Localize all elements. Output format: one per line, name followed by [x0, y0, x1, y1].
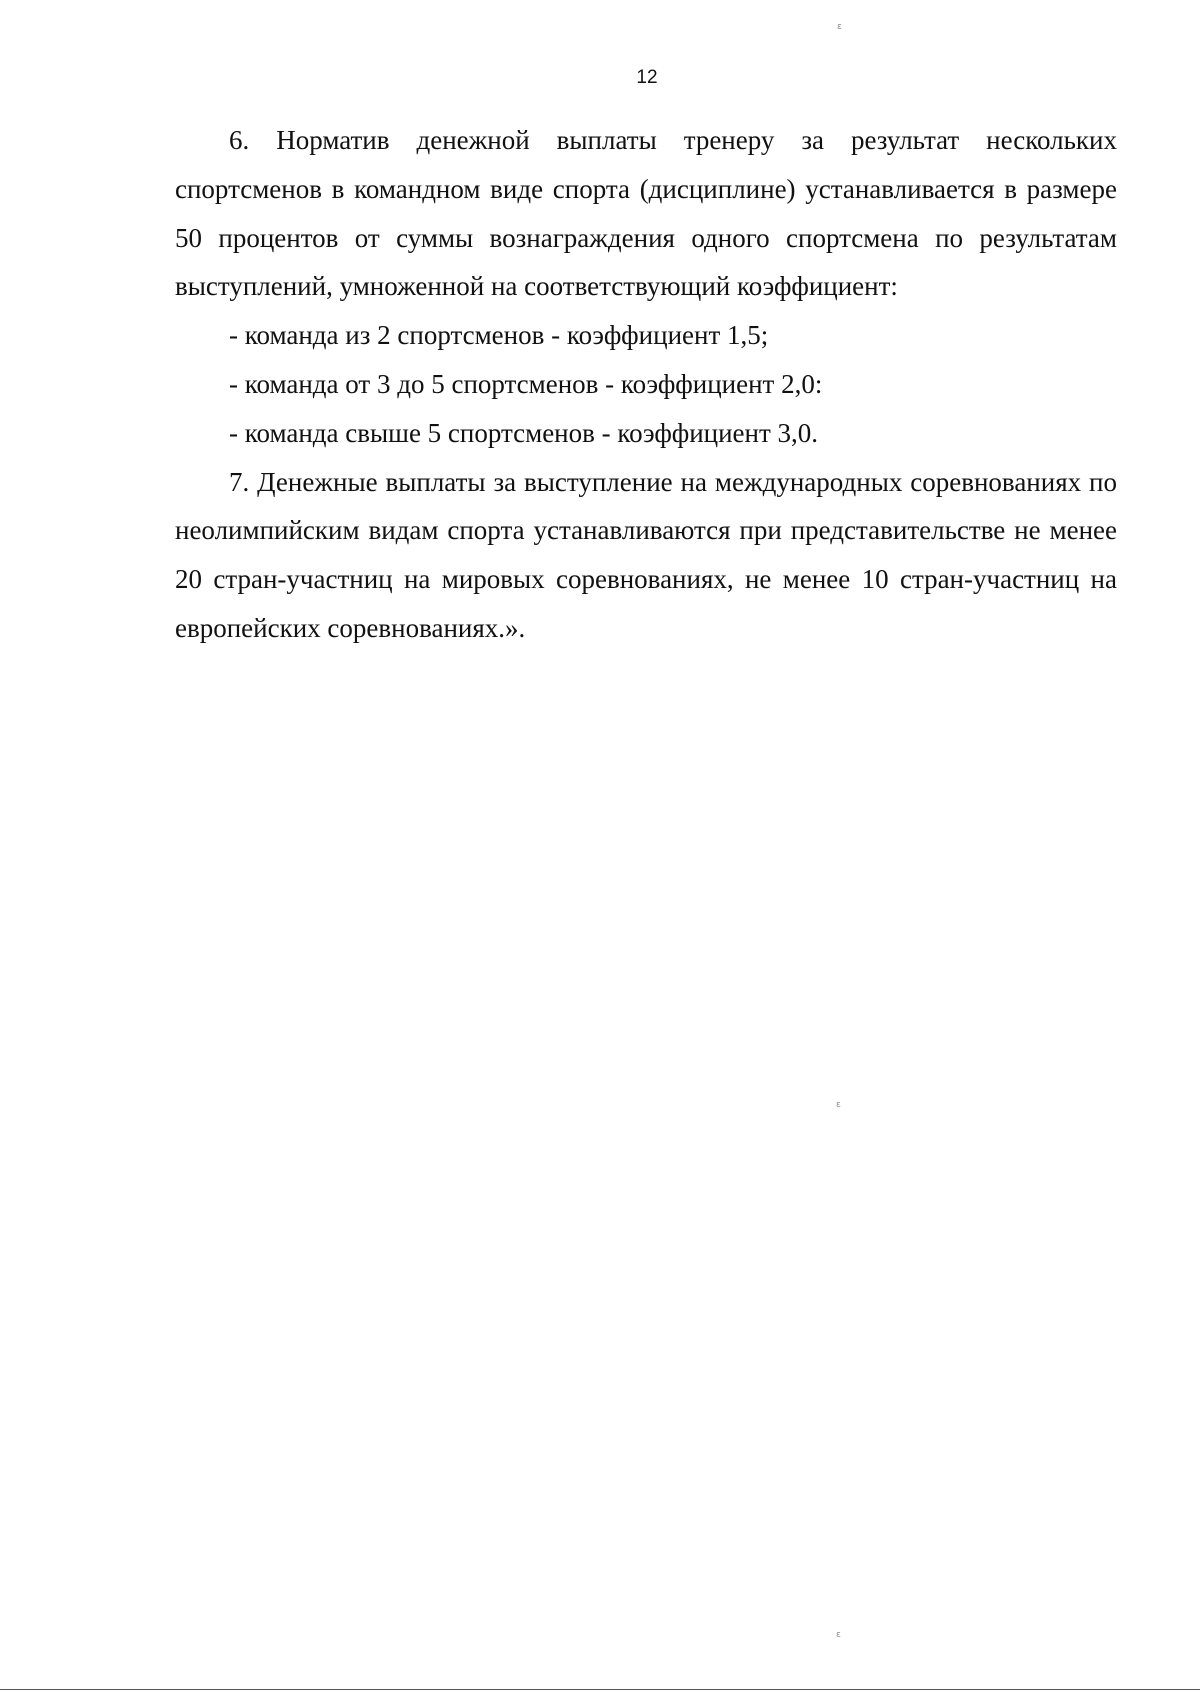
- scan-speck: ε: [836, 1630, 841, 1640]
- bottom-rule: [0, 1689, 1200, 1690]
- list-item-team-of-2: - команда из 2 спортсменов - коэффициент 1,5;: [229, 320, 769, 351]
- list-item-team-3-to-5: - команда от 3 до 5 спортсменов - коэффициент 2,0:: [229, 368, 823, 399]
- paragraph-6: 6. Норматив денежной выплаты тренеру за результат нескольких спортсменов в командном виде спорта (дисциплине) устанавливается в размере 50 процентов от суммы вознаграждения одного спортсмена по результатам выступлений, умноженной на соответствующий коэффициент:: [175, 125, 1117, 302]
- page-number: 12: [636, 67, 658, 88]
- list-item-team-over-5: - команда свыше 5 спортсменов - коэффициент 3,0.: [229, 417, 819, 448]
- scan-speck: ε: [837, 22, 842, 32]
- paragraph-7: 7. Денежные выплаты за выступление на международных соревнованиях по неолимпийским видам спорта устанавливаются при представительстве не менее 20 стран-участниц на мировых соревнованиях, не менее 10 стран-участниц на европейских соревнованиях.».: [175, 466, 1117, 643]
- document-body: [175, 116, 1117, 653]
- scan-speck: ε: [836, 1100, 841, 1110]
